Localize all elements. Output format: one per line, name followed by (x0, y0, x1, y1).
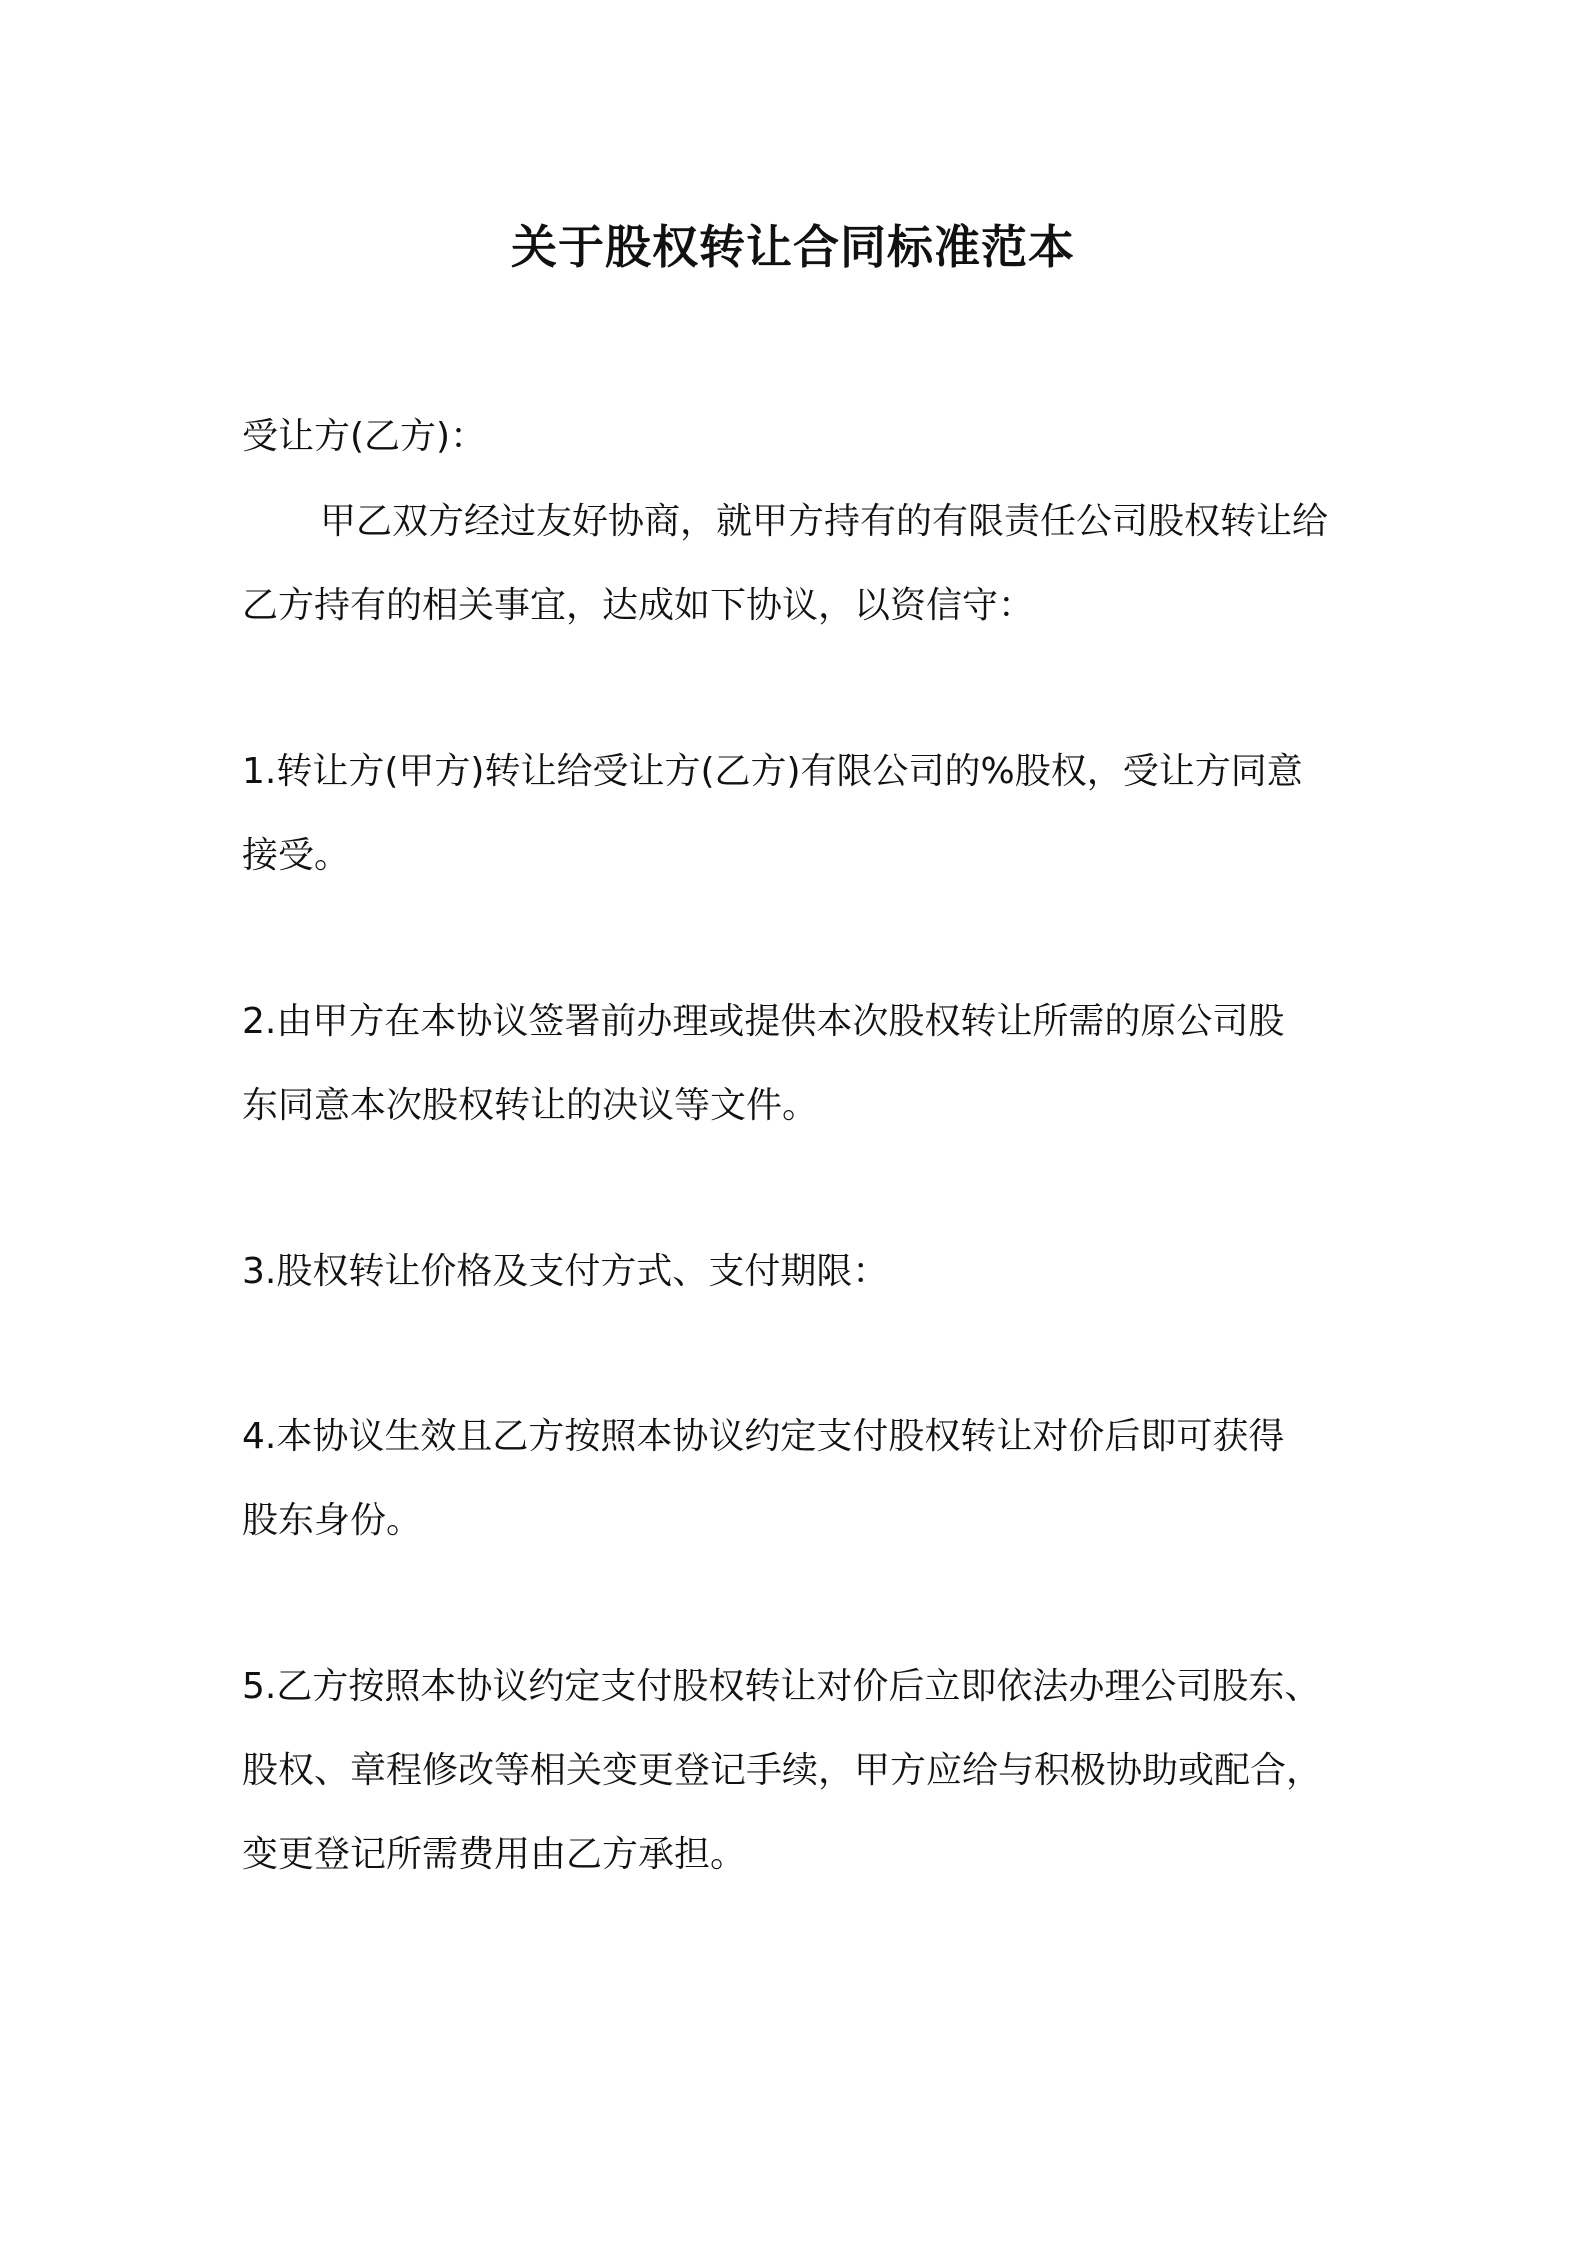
paragraph-transferee (242, 395, 1362, 479)
paragraph-line: 2.由甲方在本协议签署前办理或提供本次股权转让所需的原公司股 (242, 1001, 1285, 1042)
paragraph-preamble (242, 480, 1362, 648)
paragraph-line: 4.本协议生效且乙方按照本协议约定支付股权转让对价后即可获得 (242, 1416, 1285, 1457)
paragraph-line: 5.乙方按照本协议约定支付股权转让对价后立即依法办理公司股东、 (242, 1666, 1321, 1707)
paragraph-line: 受让方(乙方)： (242, 416, 487, 457)
paragraph-line: 乙方持有的相关事宜，达成如下协议，以资信守： (242, 585, 1035, 626)
clause-2 (242, 980, 1362, 1148)
paragraph-line: 1.转让方(甲方)转让给受让方(乙方)有限公司的%股权，受让方同意 (242, 751, 1303, 792)
paragraph-line: 股权、章程修改等相关变更登记手续，甲方应给与积极协助或配合， (242, 1750, 1323, 1791)
clause-1 (242, 730, 1362, 898)
paragraph-line: 接受。 (242, 835, 351, 876)
clause-5 (242, 1645, 1362, 1897)
paragraph-line: 东同意本次股权转让的决议等文件。 (242, 1085, 819, 1126)
paragraph-line: 甲乙双方经过友好协商，就甲方持有的有限责任公司股权转让给 (320, 501, 1329, 542)
paragraph-line: 股东身份。 (242, 1500, 423, 1541)
document-title: 关于股权转让合同标准范本 (511, 220, 1075, 274)
clause-4 (242, 1395, 1362, 1563)
paragraph-line: 变更登记所需费用由乙方承担。 (242, 1834, 747, 1875)
clause-3 (242, 1230, 1362, 1314)
paragraph-line: 3.股权转让价格及支付方式、支付期限： (242, 1251, 889, 1292)
